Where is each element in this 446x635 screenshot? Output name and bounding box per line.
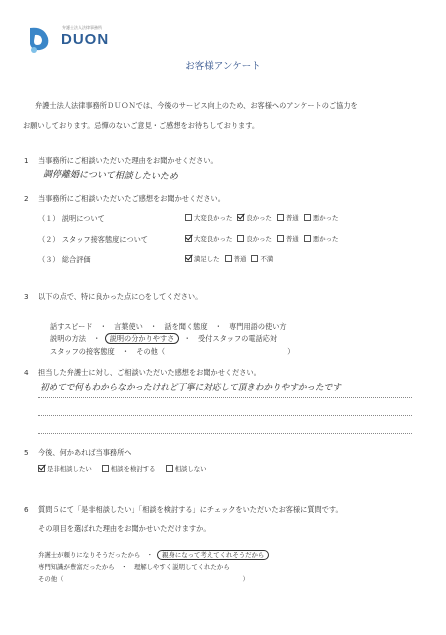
option-label: 大変良かった (194, 214, 233, 222)
q2-row-1-options (185, 214, 338, 222)
checkbox-checked[interactable] (237, 214, 244, 221)
checkbox[interactable] (237, 235, 244, 242)
q3-line-1: 話すスピード ・ 言葉使い ・ 話を聞く態度 ・ 専門用語の使い方 (50, 322, 287, 331)
q6-line-2: 専門知識が豊富だったから ・ 理解しやすく説明してくれたから (38, 563, 230, 571)
option-label: 悪かった (312, 235, 339, 243)
q6-line-1 (38, 551, 269, 559)
intro-line-1: 弁護士法人法律事務所ＤＵＯＮでは、今後のサービス向上のため、お客様へのアンケートのご協力を (35, 101, 358, 110)
option-label: 普通 (286, 235, 299, 243)
checkbox[interactable] (277, 214, 284, 221)
page-title: お客様アンケート (185, 61, 261, 72)
option-label: 普通 (233, 255, 247, 263)
checkbox[interactable] (185, 214, 192, 221)
q6-text: 質問５にて「是非相談したい」「相談を検討する」にチェックをいただいたお客様に質問です。 (38, 505, 343, 514)
logo-mark-icon (26, 24, 54, 54)
q6-subtext: その項目を選ばれた理由をお聞かせいただけますか。 (38, 524, 211, 533)
q3-line-2 (50, 334, 277, 343)
option-label: 不満 (260, 255, 274, 263)
option-label: 相談を検討する (110, 465, 156, 473)
q3-text: 以下の点で、特に良かった点に○をしてください。 (38, 292, 203, 301)
q5-number: 5 (24, 448, 29, 457)
q1-text: 当事務所にご相談いただいた理由をお聞かせください。 (38, 156, 218, 165)
checkbox[interactable] (277, 235, 284, 242)
q6-line-3: その他（ ） (38, 575, 249, 583)
q4-answer-line-1 (38, 397, 412, 398)
option-label: 普通 (286, 214, 299, 222)
q4-answer-line-2 (38, 415, 412, 416)
q6-line-1-a: 弁護士が頼りになりそうだったから ・ (38, 551, 154, 559)
checkbox-checked[interactable] (185, 235, 192, 242)
q4-answer: 初めてで何もわからなかったけれど丁寧に対応して頂きわかりやすかったです (40, 383, 341, 393)
q2-number: 2 (24, 194, 29, 203)
q2-row-2-options (185, 235, 338, 243)
q3-number: 3 (24, 292, 29, 301)
checkbox[interactable] (102, 465, 109, 472)
q2-row-2-label: （２） スタッフ接客態度について (38, 235, 148, 244)
option-label: 良かった (246, 235, 272, 243)
checkbox[interactable] (304, 235, 311, 242)
q5-text: 今後、何かあれば当事務所へ (38, 448, 132, 457)
checkbox[interactable] (304, 214, 311, 221)
checkbox-checked[interactable] (38, 465, 45, 472)
q3-line-2-a: 説明の方法 ・ (50, 334, 101, 343)
checkbox[interactable] (166, 465, 173, 472)
q4-answer-line-3 (38, 433, 412, 434)
q3-line-2-b: ・ 受付スタッフの電話応対 (183, 334, 278, 343)
q6-number: 6 (24, 505, 29, 514)
q6-circled-option: 親身になって考えてくれそうだから (157, 550, 269, 560)
q2-text: 当事務所にご相談いただいたご感想をお聞かせください。 (38, 194, 225, 203)
option-label: 相談しない (174, 465, 207, 473)
intro-line-2: お願いしております。忌憚のないご意見・ご感想をお待ちしております。 (23, 121, 260, 130)
logo-brand: DUON (61, 31, 110, 48)
q1-number: 1 (24, 156, 29, 165)
q5-options (38, 465, 207, 473)
option-label: 良かった (246, 214, 272, 222)
option-label: 満足した (194, 255, 220, 263)
option-label: 大変良かった (194, 235, 233, 243)
q4-text: 担当した弁護士に対し、ご相談いただいた感想をお聞かせください。 (38, 368, 261, 377)
checkbox[interactable] (225, 255, 232, 262)
q3-circled-option: 説明の分かりやすさ (105, 333, 180, 344)
q4-number: 4 (24, 368, 29, 377)
checkbox[interactable] (251, 255, 258, 262)
q2-row-3-options (185, 255, 273, 263)
checkbox-checked[interactable] (185, 255, 192, 262)
option-label: 悪かった (312, 214, 339, 222)
logo (26, 22, 126, 56)
option-label: 是非相談したい (47, 465, 92, 473)
q2-row-1-label: （１） 説明について (38, 214, 105, 223)
q1-answer: 調停離婚について相談したいため (42, 169, 178, 183)
logo-small-text: 弁護士法人法律事務所 (62, 25, 102, 30)
q3-line-3: スタッフの接客態度 ・ その他（ ） (50, 347, 295, 356)
q2-row-3-label: （３） 総合評価 (38, 255, 91, 264)
